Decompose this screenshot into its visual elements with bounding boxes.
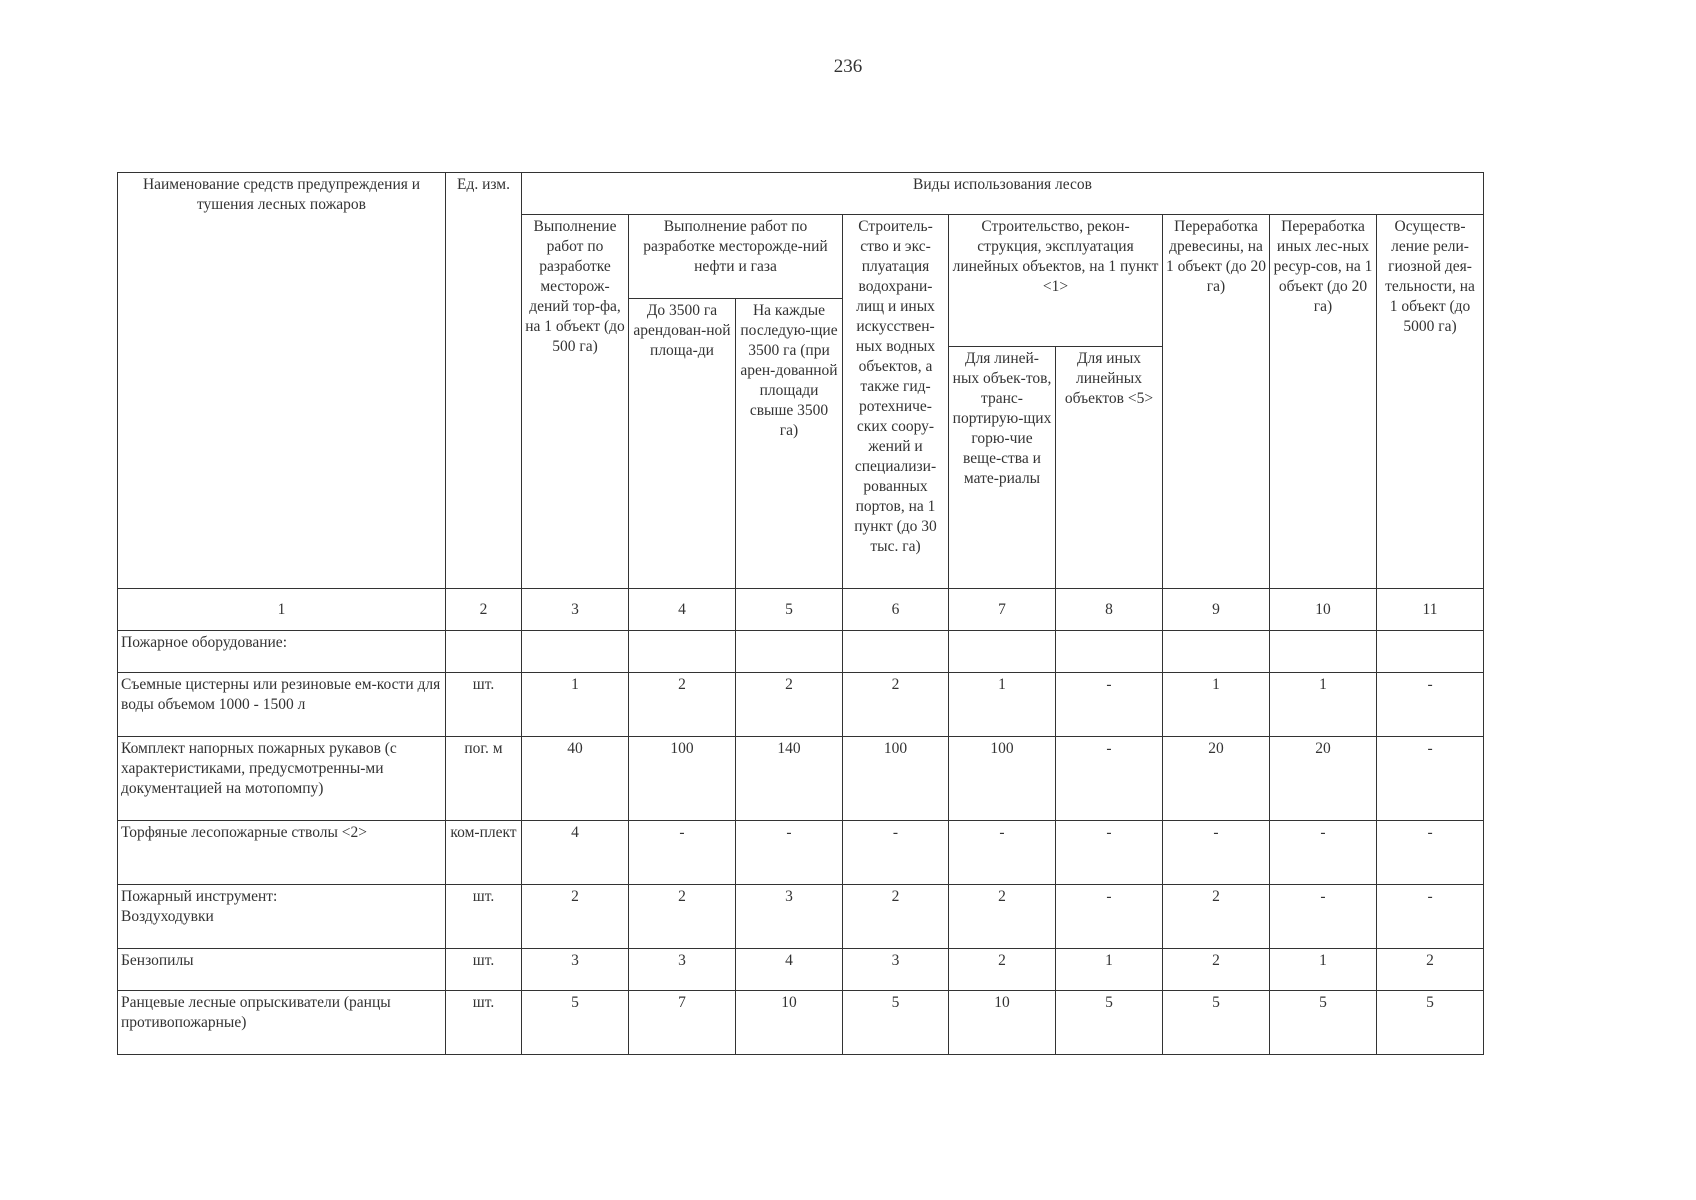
row-value: 140 <box>736 737 843 821</box>
row-value <box>1056 631 1163 673</box>
row-value: 3 <box>736 885 843 949</box>
row-value <box>736 631 843 673</box>
col-number: 1 <box>118 589 446 631</box>
row-value: 2 <box>522 885 629 949</box>
row-value <box>629 631 736 673</box>
table-body <box>118 631 1484 1055</box>
row-value: 20 <box>1270 737 1377 821</box>
row-value <box>1270 631 1377 673</box>
table-row <box>118 673 1484 737</box>
column-number-row <box>118 589 1484 631</box>
row-value: - <box>629 821 736 885</box>
row-value: 1 <box>1270 949 1377 991</box>
header-oil-gas-sub2: На каждые последую-щие 3500 га (при арен-дованной площади свыше 3500 га) <box>736 299 843 589</box>
row-value: 5 <box>843 991 949 1055</box>
row-value: 1 <box>522 673 629 737</box>
row-value: 10 <box>736 991 843 1055</box>
row-name: Ранцевые лесные опрыскиватели (ранцы противопожарные) <box>118 991 446 1055</box>
row-value: - <box>1377 885 1484 949</box>
header-group-title: Виды использования лесов <box>522 173 1484 215</box>
row-value: 2 <box>1163 885 1270 949</box>
row-value: - <box>1056 821 1163 885</box>
row-name: Съемные цистерны или резиновые ем-кости для воды объемом 1000 - 1500 л <box>118 673 446 737</box>
row-name: Пожарное оборудование: <box>118 631 446 673</box>
row-value: 3 <box>522 949 629 991</box>
header-reservoirs: Строитель-ство и экс-плуатация водохрани-лищ и иных искусствен-ных водных объектов, а также гид-ротехниче-ских соору-жений и специализи-рованных портов, на 1 пункт (до 30 тыс. га) <box>843 215 949 589</box>
col-number: 8 <box>1056 589 1163 631</box>
row-value: 2 <box>629 673 736 737</box>
row-value: 100 <box>949 737 1056 821</box>
header-unit-col: Ед. изм. <box>446 173 522 589</box>
fire-equipment-table <box>117 172 1484 1055</box>
row-value: 5 <box>1270 991 1377 1055</box>
row-value: - <box>949 821 1056 885</box>
col-number: 11 <box>1377 589 1484 631</box>
header-linear-sub2: Для иных линейных объектов <5> <box>1056 347 1163 589</box>
table-row <box>118 885 1484 949</box>
col-number: 3 <box>522 589 629 631</box>
row-value: 2 <box>629 885 736 949</box>
row-value: 100 <box>629 737 736 821</box>
row-value: 5 <box>1056 991 1163 1055</box>
row-value: - <box>1377 737 1484 821</box>
header-oil-gas-sub1: До 3500 га арендован-ной площа-ди <box>629 299 736 589</box>
row-unit: шт. <box>446 991 522 1055</box>
row-unit: пог. м <box>446 737 522 821</box>
row-value: 40 <box>522 737 629 821</box>
row-value <box>843 631 949 673</box>
row-value: 1 <box>1163 673 1270 737</box>
header-name-col: Наименование средств предупреждения и тушения лесных пожаров <box>118 173 446 589</box>
row-value: 2 <box>949 949 1056 991</box>
header-wood: Переработка древесины, на 1 объект (до 20 га) <box>1163 215 1270 589</box>
row-name: Торфяные лесопожарные стволы <2> <box>118 821 446 885</box>
row-unit <box>446 631 522 673</box>
row-value: 10 <box>949 991 1056 1055</box>
row-name: Бензопилы <box>118 949 446 991</box>
header-other-resources: Переработка иных лес-ных ресур-сов, на 1 объект (до 20 га) <box>1270 215 1377 589</box>
row-value <box>1163 631 1270 673</box>
col-number: 7 <box>949 589 1056 631</box>
header-linear-sub1: Для линей-ных объек-тов, транс-портирую-щих горю-чие веще-ства и мате-риалы <box>949 347 1056 589</box>
header-peat: Выполнение работ по разработке месторож-дений тор-фа, на 1 объект (до 500 га) <box>522 215 629 589</box>
row-value: 2 <box>1377 949 1484 991</box>
row-value: 5 <box>1163 991 1270 1055</box>
page-number: 236 <box>833 56 863 77</box>
row-name: Пожарный инструмент: Воздуходувки <box>118 885 446 949</box>
row-value: - <box>1377 821 1484 885</box>
row-value: 3 <box>629 949 736 991</box>
row-value <box>522 631 629 673</box>
col-number: 4 <box>629 589 736 631</box>
row-unit: ком-плект <box>446 821 522 885</box>
row-unit: шт. <box>446 949 522 991</box>
row-value: - <box>1270 821 1377 885</box>
row-value: 1 <box>1056 949 1163 991</box>
row-value: - <box>1056 673 1163 737</box>
row-value: - <box>736 821 843 885</box>
col-number: 6 <box>843 589 949 631</box>
table-row <box>118 949 1484 991</box>
row-value: - <box>1056 885 1163 949</box>
row-value: - <box>1056 737 1163 821</box>
header-linear: Строительство, рекон-струкция, эксплуатация линейных объектов, на 1 пункт <1> <box>949 215 1163 347</box>
row-value: 1 <box>1270 673 1377 737</box>
header-religious: Осуществ-ление рели-гиозной дея-тельности, на 1 объект (до 5000 га) <box>1377 215 1484 589</box>
row-name: Комплект напорных пожарных рукавов (с характеристиками, предусмотренны-ми документацией на мотопомпу) <box>118 737 446 821</box>
col-number: 10 <box>1270 589 1377 631</box>
row-value: 20 <box>1163 737 1270 821</box>
table-header <box>118 173 1484 631</box>
row-value: 3 <box>843 949 949 991</box>
col-number: 9 <box>1163 589 1270 631</box>
row-value: 2 <box>843 673 949 737</box>
row-value <box>1377 631 1484 673</box>
row-value: - <box>1377 673 1484 737</box>
table-row <box>118 737 1484 821</box>
row-value: 4 <box>736 949 843 991</box>
row-value: - <box>1270 885 1377 949</box>
row-value: 1 <box>949 673 1056 737</box>
row-value: 2 <box>736 673 843 737</box>
row-value: 2 <box>843 885 949 949</box>
table-row <box>118 821 1484 885</box>
row-value <box>949 631 1056 673</box>
col-number: 5 <box>736 589 843 631</box>
row-value: - <box>1163 821 1270 885</box>
table-row <box>118 631 1484 673</box>
row-value: 5 <box>1377 991 1484 1055</box>
col-number: 2 <box>446 589 522 631</box>
row-value: 7 <box>629 991 736 1055</box>
row-value: 2 <box>1163 949 1270 991</box>
row-value: 5 <box>522 991 629 1055</box>
row-value: - <box>843 821 949 885</box>
row-unit: шт. <box>446 885 522 949</box>
table-row <box>118 991 1484 1055</box>
row-value: 4 <box>522 821 629 885</box>
header-oil-gas: Выполнение работ по разработке месторожде-ний нефти и газа <box>629 215 843 299</box>
row-value: 2 <box>949 885 1056 949</box>
row-value: 100 <box>843 737 949 821</box>
row-unit: шт. <box>446 673 522 737</box>
